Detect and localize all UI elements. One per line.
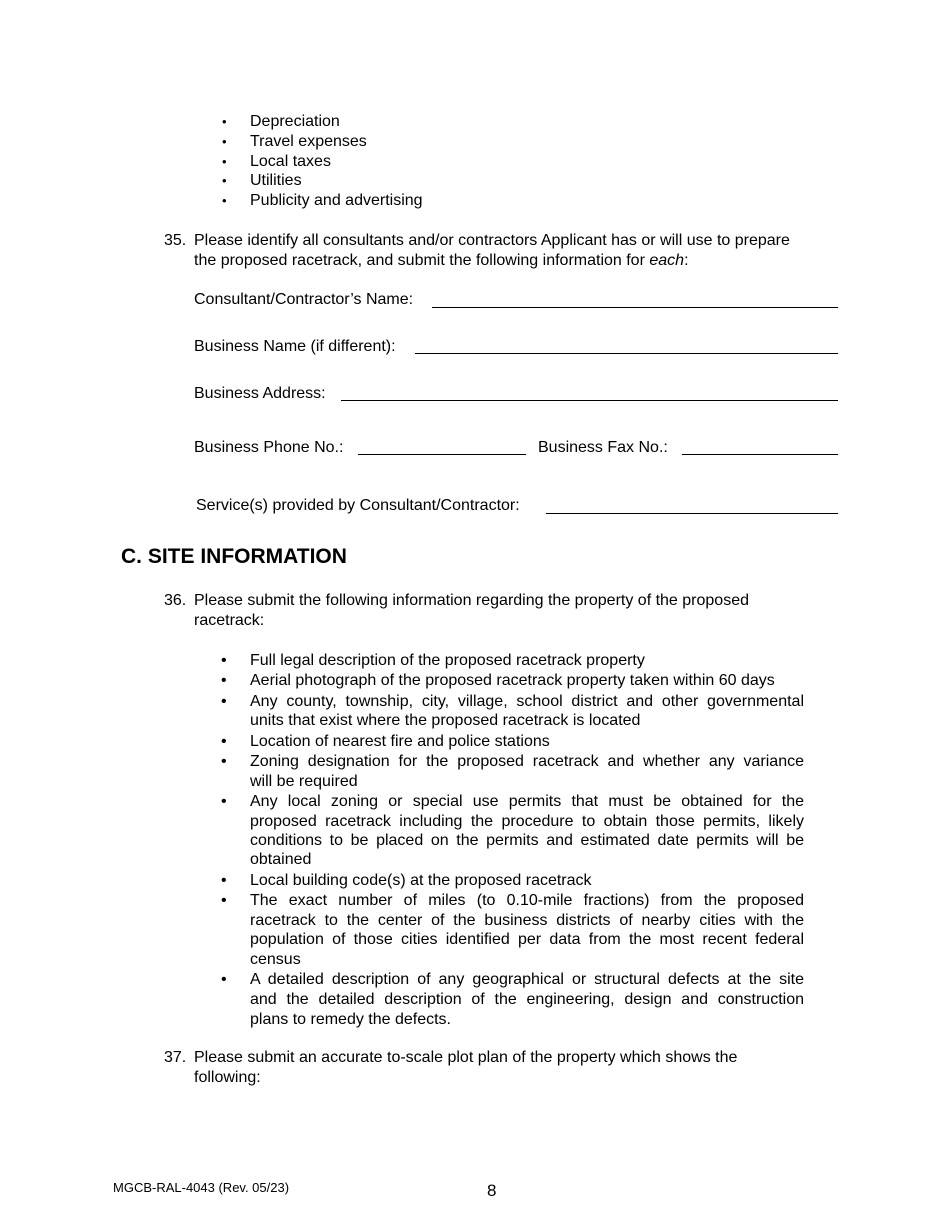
bullet-icon: • (221, 971, 227, 988)
list-item-cont: will be required (250, 773, 358, 790)
consultant-name-label: Consultant/Contractor’s Name: (194, 291, 414, 308)
bullet-icon: • (221, 892, 227, 909)
list-item: Publicity and advertising (250, 192, 423, 209)
services-field[interactable] (546, 513, 838, 514)
list-item: Any county, township, city, village, school district and other governmental (250, 693, 804, 710)
list-item: Any local zoning or special use permits that must be obtained for the (250, 793, 804, 810)
bullet-icon: • (221, 872, 227, 889)
bullet-icon: • (222, 154, 227, 169)
list-item-cont: obtained (250, 851, 312, 868)
list-item: Zoning designation for the proposed racetrack and whether any variance (250, 753, 804, 770)
business-fax-label: Business Fax No.: (538, 439, 668, 456)
bullet-icon: • (222, 173, 227, 188)
list-item: A detailed description of any geographical or structural defects at the site (250, 971, 804, 988)
consultant-name-field[interactable] (432, 307, 838, 308)
list-item: Full legal description of the proposed racetrack property (250, 652, 645, 669)
bullet-icon: • (222, 193, 227, 208)
bullet-icon: • (221, 672, 227, 689)
bullet-icon: • (222, 114, 227, 129)
question-text: racetrack: (194, 612, 265, 629)
list-item: Utilities (250, 172, 302, 189)
list-item: Depreciation (250, 113, 340, 130)
list-item-cont: units that exist where the proposed racetrack is located (250, 712, 641, 729)
bullet-icon: • (221, 753, 227, 770)
bullet-icon: • (221, 652, 227, 669)
question-number: 35. (164, 232, 187, 249)
list-item: Location of nearest fire and police stations (250, 733, 550, 750)
bullet-icon: • (221, 733, 227, 750)
question-text: Please identify all consultants and/or contractors Applicant has or will use to prepare (194, 232, 790, 249)
form-id: MGCB-RAL-4043 (Rev. 05/23) (113, 1180, 290, 1195)
business-phone-field[interactable] (358, 454, 526, 455)
question-number: 37. (164, 1049, 187, 1066)
business-address-field[interactable] (341, 400, 838, 401)
services-label: Service(s) provided by Consultant/Contractor: (196, 497, 520, 514)
list-item: The exact number of miles (to 0.10-mile fractions) from the proposed (250, 892, 804, 909)
bullet-icon: • (221, 693, 227, 710)
list-item: Aerial photograph of the proposed racetrack property taken within 60 days (250, 672, 775, 689)
business-fax-field[interactable] (682, 454, 838, 455)
question-text: following: (194, 1069, 261, 1086)
list-item-cont: proposed racetrack including the procedure to obtain those permits, likely (250, 813, 804, 830)
list-item: Local building code(s) at the proposed racetrack (250, 872, 592, 889)
list-item-cont: and the detailed description of the engineering, design and construction (250, 991, 804, 1008)
business-name-field[interactable] (415, 353, 838, 354)
question-text: Please submit an accurate to-scale plot plan of the property which shows the (194, 1049, 738, 1066)
list-item-cont: plans to remedy the defects. (250, 1011, 451, 1028)
question-number: 36. (164, 592, 187, 609)
list-item: Travel expenses (250, 133, 367, 150)
bullet-icon: • (222, 134, 227, 149)
business-name-label: Business Name (if different): (194, 338, 396, 355)
list-item: Local taxes (250, 153, 331, 170)
section-heading: C. SITE INFORMATION (121, 545, 347, 568)
page-number: 8 (487, 1181, 497, 1200)
business-phone-label: Business Phone No.: (194, 439, 344, 456)
list-item-cont: racetrack to the center of the business districts of nearby cities with the (250, 912, 804, 929)
question-text: the proposed racetrack, and submit the following information for each: (194, 252, 689, 269)
list-item-cont: census (250, 951, 301, 968)
business-address-label: Business Address: (194, 385, 326, 402)
question-text: Please submit the following information regarding the property of the proposed (194, 592, 749, 609)
list-item-cont: population of those cities identified per data from the most recent federal (250, 931, 804, 948)
bullet-icon: • (221, 793, 227, 810)
list-item-cont: conditions to be placed on the permits and estimated date permits will be (250, 832, 804, 849)
